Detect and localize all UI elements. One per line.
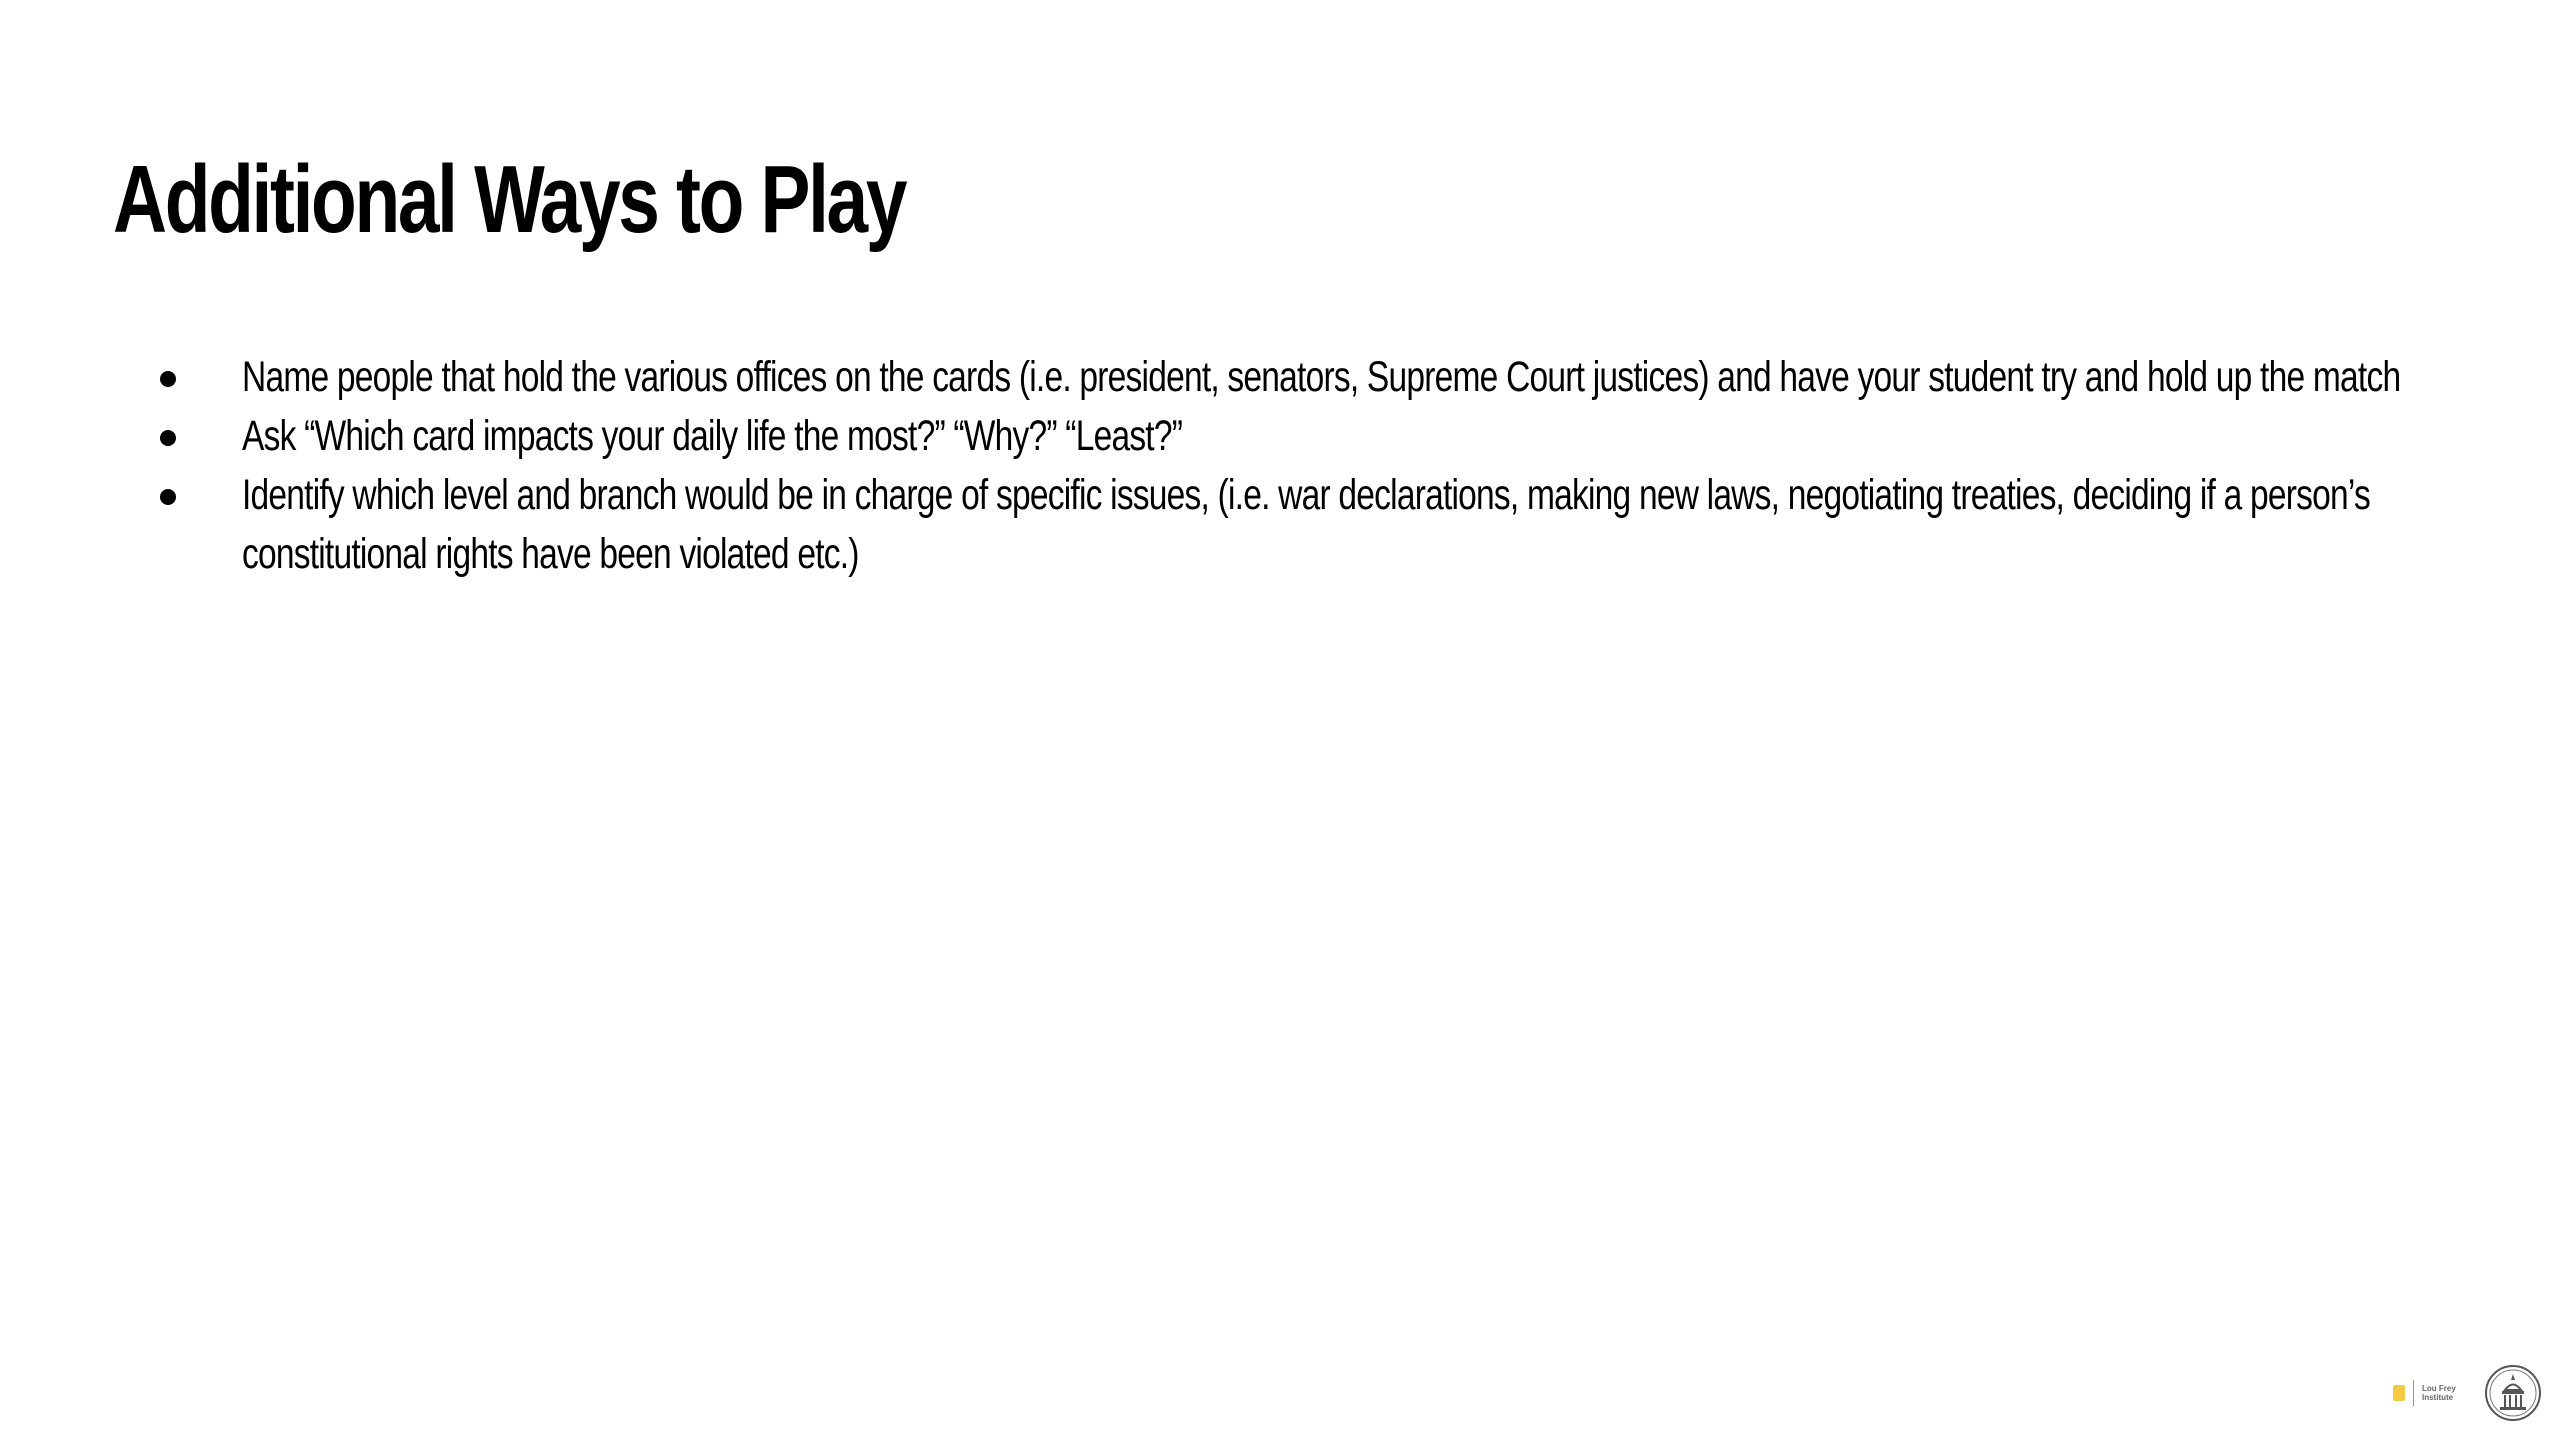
bullet-dot-icon [160, 489, 176, 505]
bullet-list [150, 348, 2440, 584]
bullet-text: Identify which level and branch would be in charge of specific issues, (i.e. war declarations, making new laws, negotiating treaties, deciding if a person’s constitutional rights have been violated etc.) [242, 471, 2370, 578]
bullet-item [150, 348, 2440, 407]
logo-divider [2413, 1380, 2414, 1406]
logo-text: Lou Frey Institute [2422, 1384, 2456, 1402]
slide-title: Additional Ways to Play [113, 146, 906, 253]
bullet-item [150, 407, 2440, 466]
capitol-seal-icon [2484, 1364, 2542, 1422]
footer-logos [2393, 1364, 2542, 1422]
bullet-text: Ask “Which card impacts your daily life the most?” “Why?” “Least?” [242, 412, 1183, 460]
bullet-item [150, 466, 2440, 584]
bullet-dot-icon [160, 430, 176, 446]
bullet-dot-icon [160, 371, 176, 387]
bullet-text: Name people that hold the various offices on the cards (i.e. president, senators, Supreme Court justices) and have your student try and hold up the match [242, 353, 2401, 401]
logo-mark-icon [2393, 1385, 2405, 1401]
lou-frey-logo [2393, 1380, 2470, 1406]
